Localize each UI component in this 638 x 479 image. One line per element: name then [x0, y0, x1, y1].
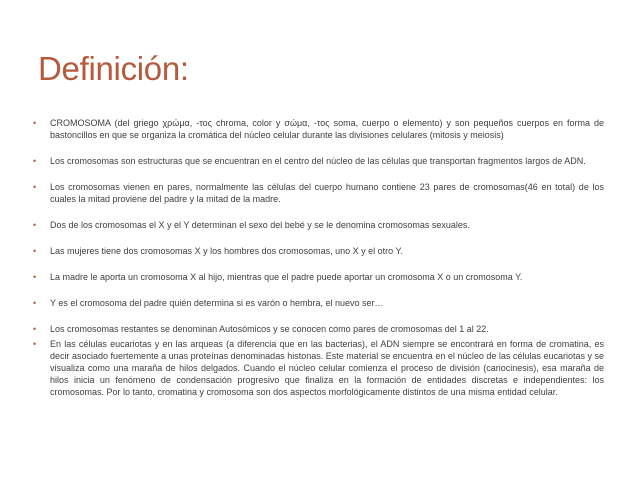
bullet-text: Los cromosomas vienen en pares, normalmente las células del cuerpo humano contiene 23 pares de cromosomas(46 en total) de los cuales la mitad proviene del padre y la mitad de la madre.	[50, 182, 604, 204]
bullet-marker: •	[33, 246, 37, 256]
bullet-text: CROMOSOMA (del griego χρώμα, -τος chroma, color y σώμα, -τος soma, cuerpo o elemento) y son pequeños cuerpos en forma de bastoncillos en que se organiza la cromática del núcleo celular durante las divisiones celulares (mitosis y meiosis)	[50, 118, 604, 140]
bullet-item	[32, 155, 604, 167]
slide-title: Definición:	[38, 50, 189, 87]
bullet-marker: •	[33, 272, 37, 282]
bullet-item	[32, 297, 604, 309]
bullet-item	[32, 181, 604, 205]
bullet-text: La madre le aporta un cromosoma X al hijo, mientras que el padre puede aportar un cromosoma X o un cromosoma Y.	[50, 272, 523, 282]
bullet-text: Los cromosomas son estructuras que se encuentran en el centro del núcleo de las células que transportan fragmentos largos de ADN.	[50, 156, 586, 166]
bullet-marker: •	[33, 298, 37, 308]
bullet-item	[32, 271, 604, 283]
bullet-marker: •	[33, 220, 37, 230]
bullet-item	[32, 219, 604, 231]
bullet-item	[32, 245, 604, 257]
bullet-text: Las mujeres tiene dos cromosomas X y los hombres dos cromosomas, uno X y el otro Y.	[50, 246, 403, 256]
bullet-text: Y es el cromosoma del padre quién determina si es varón o hembra, el nuevo ser…	[50, 298, 384, 308]
bullet-marker: •	[33, 156, 37, 166]
bullet-item	[32, 323, 604, 335]
bullet-marker: •	[33, 182, 37, 192]
bullet-list	[32, 117, 604, 398]
bullet-text: En las células eucariotas y en las arqueas (a diferencia que en las bacterias), el ADN siempre se encontrará en forma de cromatina, es decir asociado fuertemente a unas proteínas denominadas histonas. Este material se encuentra en el núcleo de las células eucariotas y se visualiza como una maraña de hilos delgados. Cuando el núcleo celular comienza el proceso de división (cariocinesis), esa maraña de hilos inicia un fenómeno de condensación progresivo que finaliza en la formación de entidades discretas e independientes: los cromosomas. Por lo tanto, cromatina y cromosoma son dos aspectos morfológicamente distintos de una misma entidad celular.	[50, 339, 604, 397]
bullet-item	[32, 117, 604, 141]
bullet-marker: •	[33, 118, 37, 128]
bullet-text: Dos de los cromosomas el X y el Y determinan el sexo del bebé y se le denomina cromosomas sexuales.	[50, 220, 470, 230]
bullet-marker: •	[33, 324, 37, 334]
bullet-item	[32, 338, 604, 398]
bullet-text: Los cromosomas restantes se denominan Autosómicos y se conocen como pares de cromosomas del 1 al 22.	[50, 324, 489, 334]
bullet-marker: •	[33, 339, 37, 349]
